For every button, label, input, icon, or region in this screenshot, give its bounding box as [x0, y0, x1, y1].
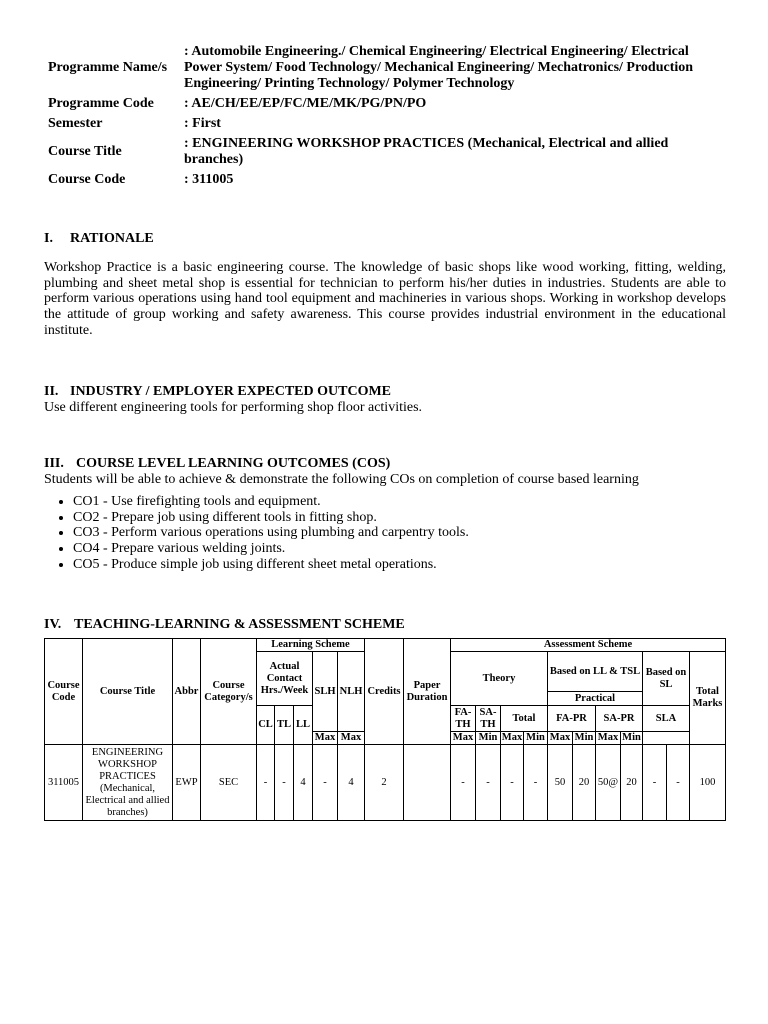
sla-header: SLA [643, 706, 690, 732]
nlh-cell: 4 [338, 745, 365, 821]
course-title-header: Course Title [83, 639, 173, 745]
max-header: Max [501, 732, 523, 744]
info-row-programme-code [44, 94, 724, 114]
info-value: : 311005 [184, 172, 234, 187]
sa-pr-max-cell: 50@ [596, 745, 621, 821]
rationale-text: Workshop Practice is a basic engineering course. The knowledge of basic shops like wood working, fitting, welding, plumbing and sheet metal shop is essential for technician to perform his/her duties in industries. Students are able to perform various operations using hand tool equipment and machineries in various shops. Working in workshop develops the attitude of group working and safety awareness. This course provides industrial environment in the educational institute. [44, 260, 726, 338]
ll-cell: 4 [294, 745, 313, 821]
category-header: Course Category/s [201, 639, 257, 745]
info-label: Programme Name/s [48, 60, 168, 75]
sa-th-header: SA-TH [476, 706, 501, 732]
max-header: Max [338, 732, 365, 745]
credits-header: Credits [365, 639, 404, 745]
sla-min-cell: - [667, 745, 690, 821]
list-item: • CO4 - Prepare various welding joints. [73, 541, 726, 557]
course-code-header: Course Code [45, 639, 83, 745]
min-header: Min [622, 732, 641, 744]
cos-list [44, 494, 726, 573]
course-title-cell: ENGINEERING WORKSHOP PRACTICES (Mechanical, Electrical and allied branches) [83, 745, 173, 821]
abbr-cell: EWP [173, 745, 201, 821]
info-value: : ENGINEERING WORKSHOP PRACTICES (Mechanical, Electrical and allied branches) [184, 136, 669, 167]
practical-header: Practical [548, 692, 643, 706]
page [44, 42, 726, 821]
max-header: Max [596, 732, 621, 745]
sla-max-cell: - [643, 745, 667, 821]
info-row-course-title [44, 134, 724, 170]
header-row-1 [45, 639, 726, 652]
tl-cell: - [275, 745, 294, 821]
cos-heading [44, 455, 726, 472]
section-number: III. [44, 456, 64, 472]
slh-header: SLH [313, 652, 338, 732]
based-ll-tsl-header: Based on LL & TSL [548, 652, 643, 692]
cos-intro: Students will be able to achieve & demonstrate the following COs on completion of course based learning [44, 472, 639, 488]
paper-duration-cell [404, 745, 451, 821]
actual-contact-header: Actual Contact Hrs./Week [257, 652, 313, 706]
list-item: • CO3 - Perform various operations using plumbing and carpentry tools. [73, 525, 726, 541]
sa-th-max-cell: - [476, 745, 501, 821]
info-label: Course Title [48, 144, 122, 159]
credits-cell: 2 [365, 745, 404, 821]
abbr-header: Abbr [173, 639, 201, 745]
list-item: • CO2 - Prepare job using different tools in fitting shop. [73, 510, 726, 526]
cl-cell: - [257, 745, 275, 821]
list-item: • CO5 - Produce simple job using different sheet metal operations. [73, 557, 726, 573]
course-code-cell: 311005 [45, 745, 83, 821]
info-label: Course Code [48, 172, 126, 187]
assessment-scheme-header: Assessment Scheme [451, 639, 726, 652]
info-row-semester [44, 114, 724, 134]
category-cell: SEC [201, 745, 257, 821]
assessment-scheme-table [44, 638, 726, 821]
slh-cell: - [313, 745, 338, 821]
total-header: Total [501, 706, 548, 732]
total-max-cell: - [501, 745, 524, 821]
max-header: Max [313, 732, 338, 745]
info-label: Semester [48, 116, 103, 131]
based-sl-header: Based on SL [643, 652, 690, 706]
industry-heading [44, 383, 726, 400]
course-info-table [44, 42, 724, 190]
section-title: INDUSTRY / EMPLOYER EXPECTED OUTCOME [70, 383, 392, 399]
theory-header: Theory [451, 652, 548, 706]
fa-pr-header: FA-PR [548, 706, 596, 732]
sa-pr-min-cell: 20 [621, 745, 643, 821]
info-label: Programme Code [48, 96, 154, 111]
nlh-header: NLH [338, 652, 365, 732]
section-title: TEACHING-LEARNING & ASSESSMENT SCHEME [74, 617, 405, 633]
total-marks-header: Total Marks [690, 652, 726, 745]
min-header: Min [524, 732, 548, 745]
fa-th-header: FA-TH [451, 706, 476, 732]
rationale-heading [44, 230, 726, 247]
ll-header: LL [294, 706, 313, 745]
info-value: : First [184, 116, 221, 131]
info-row-course-code [44, 170, 724, 190]
fa-pr-min-cell: 20 [573, 745, 596, 821]
section-number: I. [44, 231, 53, 246]
max-header: Max [451, 732, 476, 745]
min-header: Min [573, 732, 596, 745]
scheme-heading [44, 616, 726, 633]
section-title: RATIONALE [70, 231, 154, 246]
fa-pr-max-cell: 50 [548, 745, 573, 821]
min-header: Min [476, 732, 501, 745]
tl-header: TL [275, 706, 294, 745]
total-min-cell: - [524, 745, 548, 821]
fa-th-max-cell: - [451, 745, 476, 821]
paper-duration-header: Paper Duration [404, 639, 451, 745]
learning-scheme-header: Learning Scheme [257, 639, 365, 652]
section-title: COURSE LEVEL LEARNING OUTCOMES (COS) [76, 456, 391, 472]
industry-text: Use different engineering tools for performing shop floor activities. [44, 399, 423, 415]
sa-pr-header: SA-PR [596, 706, 643, 732]
info-row-programme-name [44, 42, 724, 94]
table-row [45, 745, 726, 821]
info-value: : AE/CH/EE/EP/FC/ME/MK/PG/PN/PO [184, 96, 427, 111]
section-number: II. [44, 383, 59, 399]
list-item: • CO1 - Use firefighting tools and equipment. [73, 494, 726, 510]
cl-header: CL [257, 706, 275, 745]
section-number: IV. [44, 617, 62, 633]
max-header: Max [548, 732, 573, 745]
total-marks-cell: 100 [690, 745, 726, 821]
info-value: : Automobile Engineering./ Chemical Engineering/ Electrical Engineering/ Electrical Power System/ Food Technology/ Mechanical Engineering/ Mechatronics/ Production Engineering/ Printing Technology/ Polymer Technology [184, 44, 694, 91]
